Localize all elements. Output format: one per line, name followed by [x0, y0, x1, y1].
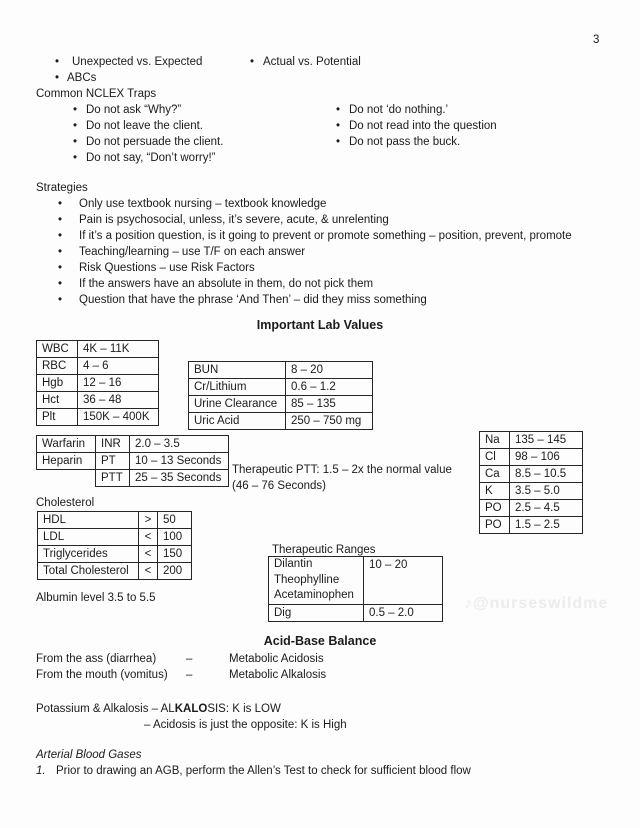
therapeutic-ranges-table: [268, 556, 443, 622]
potassium-text-bold: KALO: [174, 703, 208, 715]
drug-name: Theophylline: [274, 573, 340, 586]
bullet-text: If it’s a position question, is it going to prevent or promote something – position, prevent, promote: [79, 230, 572, 242]
bullet-icon: [58, 196, 67, 212]
cell: K: [480, 483, 510, 500]
cell: <: [139, 529, 158, 546]
cell: 10 – 13 Seconds: [130, 453, 229, 470]
potassium-text: Potassium & Alkalosis – AL: [36, 703, 175, 715]
cell: Warfarin: [37, 436, 96, 453]
acid-base-label: From the mouth (vomitus): [36, 669, 168, 681]
bullet-icon: [73, 150, 82, 166]
bullet-icon: [73, 134, 82, 150]
bullet-item: [58, 212, 572, 228]
cell: Hct: [37, 392, 78, 409]
table-row: [189, 396, 373, 413]
bullet-text: Do not leave the client.: [86, 120, 203, 132]
bullet-text: Do not pass the buck.: [349, 136, 461, 148]
traps-left-list: [73, 102, 223, 166]
cell: Cl: [480, 449, 510, 466]
acid-base-value: Metabolic Alkalosis: [229, 669, 327, 681]
bullet-item: [58, 276, 572, 292]
page-number: 3: [593, 34, 600, 46]
acid-base-title: Acid-Base Balance: [263, 634, 377, 648]
bullet-text: Pain is psychosocial, unless, it’s severe, acute, & unrelenting: [79, 214, 389, 226]
table-row: [37, 409, 159, 426]
cell: 12 – 16: [78, 375, 159, 392]
bullet-icon: [58, 292, 67, 308]
cell: [37, 470, 96, 487]
cell: HDL: [38, 512, 139, 529]
cell: 0.6 – 1.2: [286, 379, 373, 396]
bullet-item: [58, 260, 572, 276]
ptt-note: [232, 462, 452, 494]
abg-item-number: 1.: [36, 765, 46, 777]
cbc-table: [36, 340, 159, 426]
bullet-text: Do not say, “Don’t worry!”: [86, 152, 216, 164]
drug-names: [274, 557, 358, 604]
cell: <: [139, 546, 158, 563]
cell: Heparin: [37, 453, 96, 470]
bullet-text: Do not persuade the client.: [86, 136, 224, 148]
potassium-note: [36, 701, 281, 717]
cell: Cr/Lithium: [189, 379, 286, 396]
bullet-item: [73, 150, 223, 166]
cell: <: [139, 563, 158, 580]
bullet-item: [58, 196, 572, 212]
bullet-text: Do not read into the question: [349, 120, 497, 132]
table-row: [38, 563, 192, 580]
table-row: [38, 546, 192, 563]
lab-values-title: Important Lab Values: [256, 318, 384, 332]
table-row: [37, 470, 229, 487]
bullet-icon: [73, 102, 82, 118]
bullet-item: [58, 292, 572, 308]
cell: 4K – 11K: [78, 341, 159, 358]
therapeutic-ranges-heading: Therapeutic Ranges: [272, 544, 376, 556]
bullet-icon: [55, 70, 64, 86]
cell: Dig: [269, 604, 364, 621]
table-row: [480, 500, 583, 517]
music-note-icon: ♪: [464, 595, 473, 612]
table-row: [269, 604, 443, 621]
cholesterol-table: [37, 511, 192, 580]
acid-base-line: [36, 667, 326, 683]
bullet-text: Risk Questions – use Risk Factors: [79, 262, 255, 274]
dash: –: [186, 653, 193, 665]
acid-base-label: From the ass (diarrhea): [36, 653, 157, 665]
table-row: [189, 379, 373, 396]
cell: RBC: [37, 358, 78, 375]
cell: 150K – 400K: [78, 409, 159, 426]
cell: 8.5 – 10.5: [510, 466, 583, 483]
bullet-icon: [58, 260, 67, 276]
cell: PO: [480, 500, 510, 517]
bullet-text: Actual vs. Potential: [263, 56, 361, 68]
cell: INR: [96, 436, 130, 453]
cell: 8 – 20: [286, 362, 373, 379]
cell: BUN: [189, 362, 286, 379]
cell: 0.5 – 2.0: [364, 604, 443, 621]
strategies-heading: Strategies: [36, 182, 88, 194]
abg-item-text: Prior to drawing an AGB, perform the Allen’s Test to check for sufficient blood flow: [56, 765, 471, 777]
cell: 3.5 – 5.0: [510, 483, 583, 500]
cell: PT: [96, 453, 130, 470]
ptt-note-line1: Therapeutic PTT: 1.5 – 2x the normal value: [232, 464, 452, 476]
ptt-note-line2: (46 – 76 Seconds): [232, 480, 326, 492]
renal-table: [188, 361, 373, 430]
table-row: [38, 529, 192, 546]
bullet-item: [73, 134, 223, 150]
bullet-text: ABCs: [67, 72, 97, 84]
bullet-icon: [58, 212, 67, 228]
cell: 250 – 750 mg: [286, 413, 373, 430]
bullet-icon: [58, 228, 67, 244]
table-row: [37, 341, 159, 358]
cell: 2.0 – 3.5: [130, 436, 229, 453]
bullet-text: Question that have the phrase ‘And Then’ – did they miss something: [79, 294, 427, 306]
cell: Triglycerides: [38, 546, 139, 563]
bullet-item: [250, 54, 361, 70]
dash: –: [186, 669, 193, 681]
drug-name: Dilantin: [274, 558, 313, 570]
cell: WBC: [37, 341, 78, 358]
bullet-text: Teaching/learning – use T/F on each answer: [79, 246, 306, 258]
bullet-icon: [58, 276, 67, 292]
bullet-item: [73, 102, 223, 118]
watermark-handle: @nurseswildme: [473, 595, 609, 612]
bullet-item: [73, 118, 223, 134]
table-row: [189, 362, 373, 379]
table-row: [37, 358, 159, 375]
acid-base-value: Metabolic Acidosis: [229, 653, 324, 665]
albumin-note: Albumin level 3.5 to 5.5: [36, 592, 156, 604]
cell: 25 – 35 Seconds: [130, 470, 229, 487]
cell: Plt: [37, 409, 78, 426]
cell: 2.5 – 4.5: [510, 500, 583, 517]
cell: Ca: [480, 466, 510, 483]
cell: 150: [158, 546, 192, 563]
table-row: [37, 436, 229, 453]
cell: PTT: [96, 470, 130, 487]
table-row: [38, 512, 192, 529]
cell: >: [139, 512, 158, 529]
bullet-text: Only use textbook nursing – textbook knowledge: [79, 198, 327, 210]
bullet-item: [55, 70, 96, 86]
bullet-item: [58, 228, 572, 244]
watermark: [464, 596, 608, 612]
table-row: [37, 453, 229, 470]
table-row: [480, 483, 583, 500]
electrolytes-table: [479, 431, 583, 534]
cell: 50: [158, 512, 192, 529]
cell: 36 – 48: [78, 392, 159, 409]
bullet-text: Do not ask “Why?”: [86, 104, 182, 116]
cell: [269, 557, 364, 605]
cell: Na: [480, 432, 510, 449]
traps-right-list: [336, 102, 497, 150]
cell: 135 – 145: [510, 432, 583, 449]
bullet-icon: [58, 244, 67, 260]
bullet-item: [336, 134, 497, 150]
cell: LDL: [38, 529, 139, 546]
potassium-note-line2: – Acidosis is just the opposite: K is High: [144, 719, 347, 731]
table-row: [480, 449, 583, 466]
bullet-text: Unexpected vs. Expected: [72, 56, 203, 68]
table-row: [480, 432, 583, 449]
cell: 100: [158, 529, 192, 546]
table-row: [37, 392, 159, 409]
bullet-icon: [336, 102, 345, 118]
cell: 85 – 135: [286, 396, 373, 413]
strategies-list: [58, 196, 572, 308]
cell: 10 – 20: [364, 557, 443, 605]
traps-heading: Common NCLEX Traps: [36, 88, 157, 100]
bullet-text: If the answers have an absolute in them, do not pick them: [79, 278, 374, 290]
cell: 1.5 – 2.5: [510, 517, 583, 534]
table-row: [480, 466, 583, 483]
abg-heading: Arterial Blood Gases: [36, 749, 142, 761]
bullet-text: Do not ‘do nothing.’: [349, 104, 449, 116]
cell: Urine Clearance: [189, 396, 286, 413]
cell: 98 – 106: [510, 449, 583, 466]
coagulation-table: [36, 435, 229, 487]
bullet-icon: [250, 54, 259, 70]
bullet-icon: [336, 134, 345, 150]
cell: Total Cholesterol: [38, 563, 139, 580]
bullet-icon: [55, 54, 64, 70]
potassium-text: SIS: K is LOW: [207, 703, 281, 715]
bullet-item: [55, 54, 202, 70]
table-row: [269, 557, 443, 605]
cell: Uric Acid: [189, 413, 286, 430]
table-row: [189, 413, 373, 430]
table-row: [480, 517, 583, 534]
bullet-item: [58, 244, 572, 260]
cell: Hgb: [37, 375, 78, 392]
cholesterol-heading: Cholesterol: [36, 497, 95, 509]
abg-item: [36, 763, 471, 779]
bullet-icon: [336, 118, 345, 134]
table-row: [37, 375, 159, 392]
drug-name: Acetaminophen: [274, 589, 354, 601]
cell: 200: [158, 563, 192, 580]
cell: 4 – 6: [78, 358, 159, 375]
acid-base-line: [36, 651, 324, 667]
bullet-item: [336, 102, 497, 118]
bullet-item: [336, 118, 497, 134]
bullet-icon: [73, 118, 82, 134]
cell: PO: [480, 517, 510, 534]
